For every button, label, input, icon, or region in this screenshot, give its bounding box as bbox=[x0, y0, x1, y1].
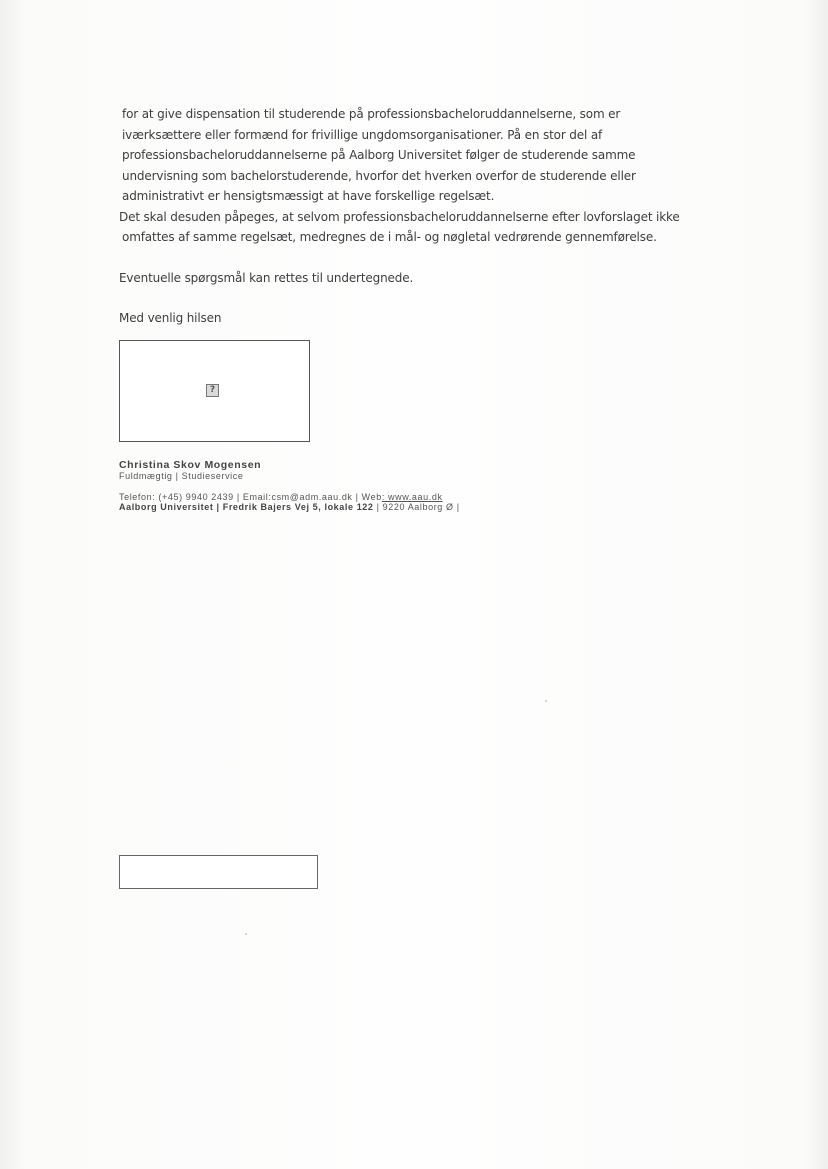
body-line: undervisning som bachelorstuderende, hvorfor det hverken overfor de studerende eller bbox=[122, 168, 636, 183]
body-line: administrativt er hensigtsmæssigt at have forskellige regelsæt. bbox=[122, 189, 495, 203]
letter-body bbox=[119, 104, 719, 329]
address-rest: | 9220 Aalborg Ø | bbox=[373, 502, 460, 512]
contact-line bbox=[119, 492, 460, 502]
scan-speck bbox=[245, 933, 247, 935]
body-line: professionsbacheloruddannelserne på Aalborg Universitet følger de studerende samme bbox=[122, 148, 636, 162]
contact-text: Telefon: (+45) 9940 2439 | Email:csm@adm.aau.dk | Web bbox=[119, 492, 382, 502]
web-link[interactable]: : www.aau.dk bbox=[381, 492, 443, 502]
empty-frame bbox=[119, 855, 318, 889]
closing-line: Med venlig hilsen bbox=[119, 311, 222, 325]
body-line: for at give dispensation til studerende på professionsbacheloruddannelserne, som er bbox=[122, 107, 621, 121]
body-line: omfattes af samme regelsæt, medregnes de i mål- og nøgletal vedrørende gennemførelse. bbox=[122, 230, 657, 244]
address-line bbox=[119, 502, 460, 512]
scan-speck bbox=[545, 700, 547, 702]
email-signature bbox=[119, 459, 460, 512]
body-line: iværksættere eller formænd for frivillige ungdomsorganisationer. På en stor del af bbox=[122, 127, 603, 142]
signer-name: Christina Skov Mogensen bbox=[119, 459, 262, 471]
signer-title: Fuldmægtig | Studieservice bbox=[119, 471, 244, 481]
questions-line: Eventuelle spørgsmål kan rettes til undertegnede. bbox=[119, 270, 414, 285]
address-bold: Aalborg Universitet | Fredrik Bajers Vej 5, lokale 122 bbox=[119, 502, 374, 512]
broken-image-icon: ? bbox=[206, 384, 219, 397]
signature-image-frame bbox=[119, 340, 310, 442]
body-line: Det skal desuden påpeges, at selvom professionsbacheloruddannelserne efter lovforslaget ikke bbox=[119, 209, 680, 224]
